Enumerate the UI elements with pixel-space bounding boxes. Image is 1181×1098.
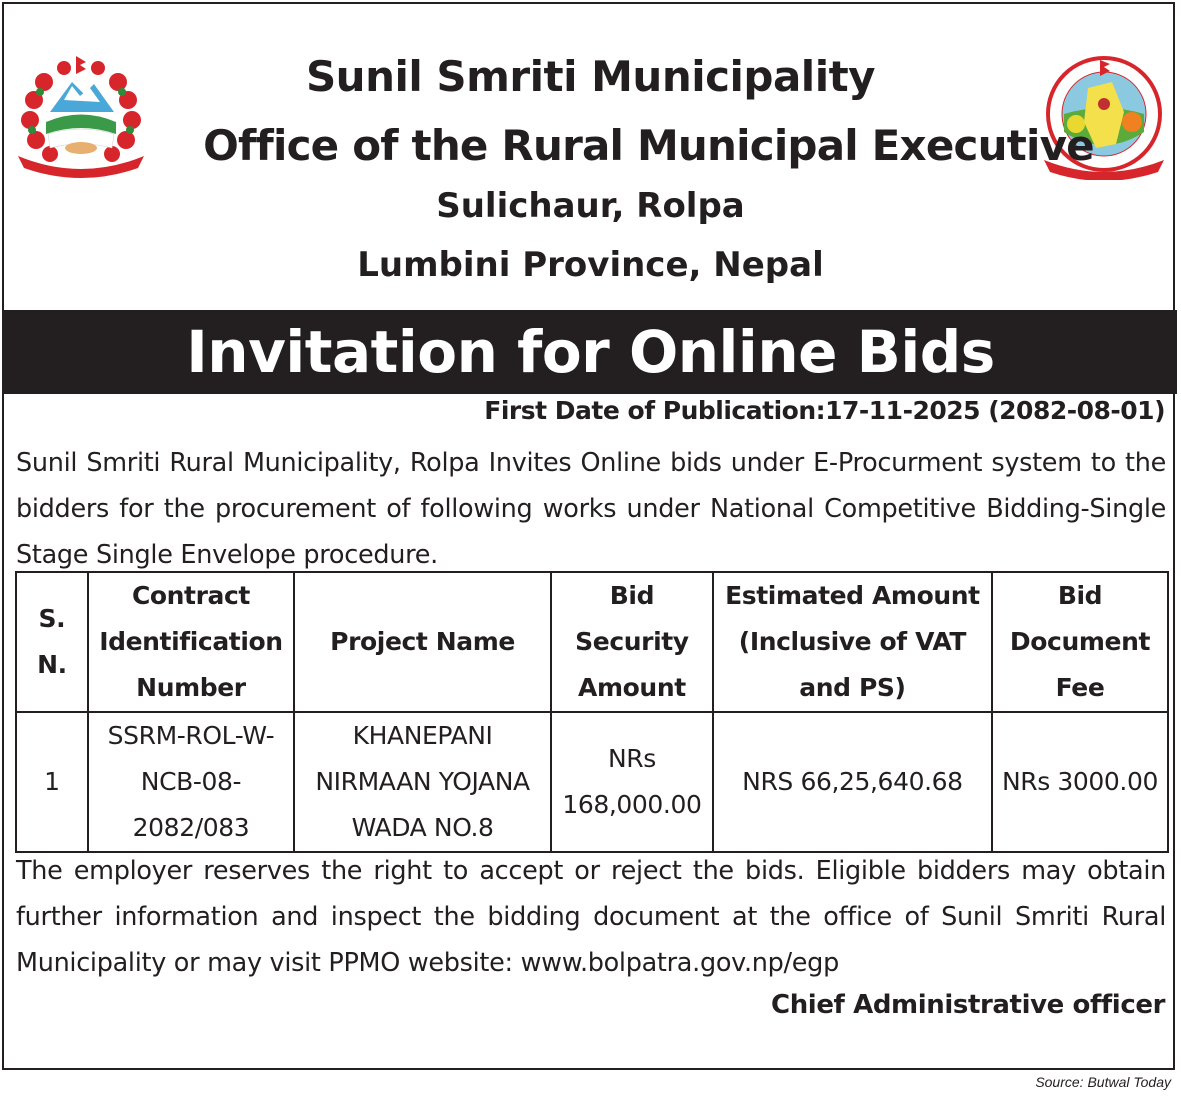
header-contract-id: Contract Identification Number (88, 572, 294, 712)
header-document-fee: Bid Document Fee (992, 572, 1168, 712)
source-credit: Source: Butwal Today (1035, 1074, 1171, 1090)
signatory: Chief Administrative officer (771, 990, 1165, 1020)
header-project-name: Project Name (294, 572, 551, 712)
cell-document-fee: NRs 3000.00 (992, 712, 1168, 852)
header-sn: S. N. (16, 572, 88, 712)
header-estimated-amount: Estimated Amount (Inclusive of VAT and PS) (713, 572, 992, 712)
municipality-name: Sunil Smriti Municipality (305, 52, 876, 101)
table-header-row (16, 572, 1168, 712)
cell-bid-security: NRs 168,000.00 (551, 712, 713, 852)
office-name: Office of the Rural Municipal Executive (203, 121, 1094, 170)
cell-sn: 1 (16, 712, 88, 852)
table-row (16, 712, 1168, 852)
cell-project-name: KHANEPANI NIRMAAN YOJANA WADA NO.8 (294, 712, 551, 852)
cell-contract-id: SSRM-ROL-W-NCB-08-2082/083 (88, 712, 294, 852)
footer-paragraph: The employer reserves the right to accept or reject the bids. Eligible bidders may obtain further information and inspect the bidding document at the office of Sunil Smriti Rural Municipality or may visit PPMO website: www.bolpatra.gov.np/egp (16, 856, 1166, 978)
publication-date: First Date of Publication:17-11-2025 (2082-08-01) (484, 396, 1165, 425)
cell-estimated-amount: NRS 66,25,640.68 (713, 712, 992, 852)
intro-paragraph: Sunil Smriti Rural Municipality, Rolpa Invites Online bids under E-Procurment system to the bidders for the procurement of following works under National Competitive Bidding-Single Stage Single Envelope procedure. (16, 448, 1166, 570)
header-bid-security: Bid Security Amount (551, 572, 713, 712)
address-line-1: Sulichaur, Rolpa (436, 186, 745, 226)
notice-title-banner: Invitation for Online Bids (4, 310, 1177, 394)
address-line-2: Lumbini Province, Nepal (357, 245, 824, 285)
bids-table (15, 571, 1169, 853)
